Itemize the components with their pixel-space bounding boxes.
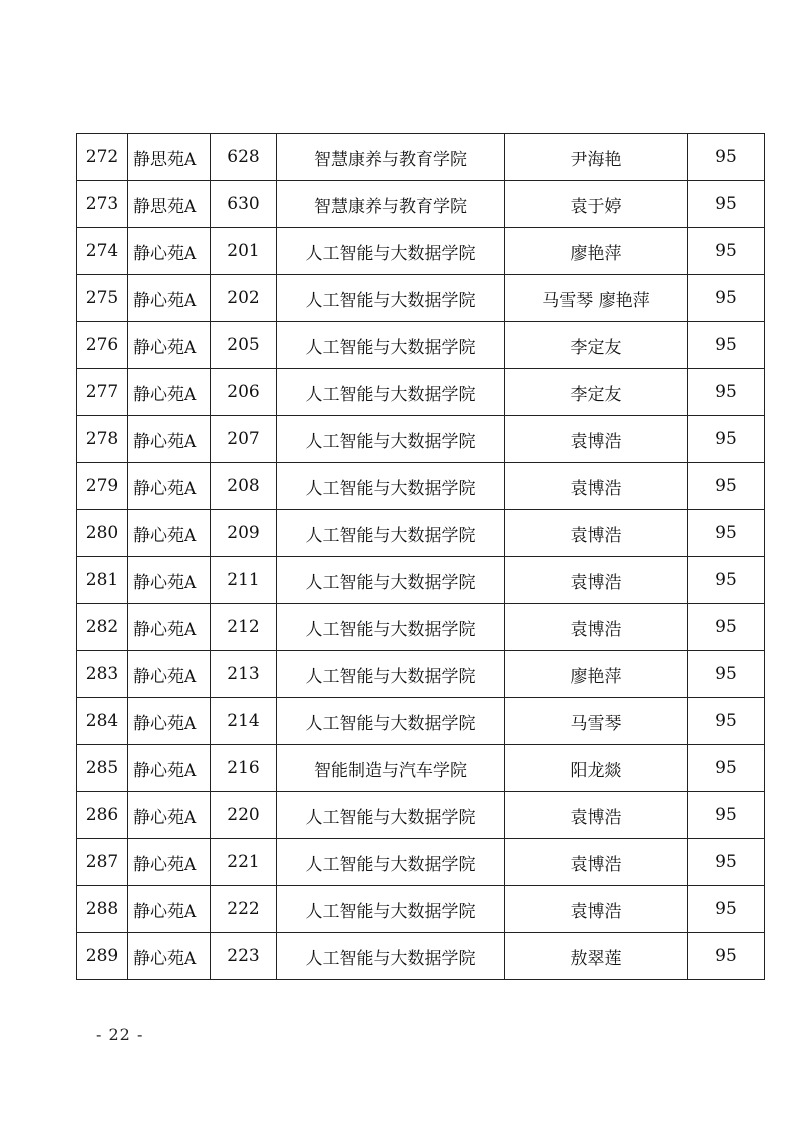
college-cell: 智能制造与汽车学院 xyxy=(277,745,505,792)
row-number-cell: 275 xyxy=(77,275,128,322)
college-cell: 人工智能与大数据学院 xyxy=(277,416,505,463)
score-cell: 95 xyxy=(688,510,765,557)
building-cell: 静心苑A xyxy=(128,322,211,369)
room-number-cell: 202 xyxy=(211,275,277,322)
counselor-cell: 袁于婷 xyxy=(505,181,688,228)
counselor-cell: 袁博浩 xyxy=(505,792,688,839)
counselor-cell: 廖艳萍 xyxy=(505,228,688,275)
counselor-cell: 敖翠莲 xyxy=(505,933,688,980)
score-cell: 95 xyxy=(688,933,765,980)
counselor-cell: 袁博浩 xyxy=(505,416,688,463)
score-cell: 95 xyxy=(688,839,765,886)
score-cell: 95 xyxy=(688,792,765,839)
college-cell: 人工智能与大数据学院 xyxy=(277,933,505,980)
row-number-cell: 284 xyxy=(77,698,128,745)
building-cell: 静心苑A xyxy=(128,839,211,886)
college-cell: 人工智能与大数据学院 xyxy=(277,886,505,933)
row-number-cell: 289 xyxy=(77,933,128,980)
score-cell: 95 xyxy=(688,369,765,416)
building-cell: 静心苑A xyxy=(128,557,211,604)
score-cell: 95 xyxy=(688,463,765,510)
room-number-cell: 221 xyxy=(211,839,277,886)
row-number-cell: 287 xyxy=(77,839,128,886)
row-number-cell: 273 xyxy=(77,181,128,228)
building-cell: 静心苑A xyxy=(128,886,211,933)
building-cell: 静心苑A xyxy=(128,933,211,980)
row-number-cell: 272 xyxy=(77,134,128,181)
counselor-cell: 马雪琴 廖艳萍 xyxy=(505,275,688,322)
table-row xyxy=(77,369,765,416)
room-number-cell: 205 xyxy=(211,322,277,369)
table-row xyxy=(77,557,765,604)
score-cell: 95 xyxy=(688,698,765,745)
row-number-cell: 288 xyxy=(77,886,128,933)
building-cell: 静心苑A xyxy=(128,416,211,463)
table-row xyxy=(77,651,765,698)
page-number: - 22 - xyxy=(96,1025,144,1044)
college-cell: 人工智能与大数据学院 xyxy=(277,228,505,275)
building-cell: 静心苑A xyxy=(128,275,211,322)
score-cell: 95 xyxy=(688,275,765,322)
counselor-cell: 李定友 xyxy=(505,369,688,416)
table-row xyxy=(77,322,765,369)
table-row xyxy=(77,134,765,181)
table-row xyxy=(77,181,765,228)
room-number-cell: 206 xyxy=(211,369,277,416)
table-row xyxy=(77,510,765,557)
counselor-cell: 袁博浩 xyxy=(505,886,688,933)
room-number-cell: 211 xyxy=(211,557,277,604)
table-row xyxy=(77,228,765,275)
college-cell: 智慧康养与教育学院 xyxy=(277,134,505,181)
room-number-cell: 223 xyxy=(211,933,277,980)
room-number-cell: 208 xyxy=(211,463,277,510)
college-cell: 人工智能与大数据学院 xyxy=(277,510,505,557)
room-number-cell: 630 xyxy=(211,181,277,228)
counselor-cell: 袁博浩 xyxy=(505,557,688,604)
college-cell: 人工智能与大数据学院 xyxy=(277,275,505,322)
counselor-cell: 袁博浩 xyxy=(505,510,688,557)
row-number-cell: 279 xyxy=(77,463,128,510)
row-number-cell: 277 xyxy=(77,369,128,416)
table-row xyxy=(77,933,765,980)
score-cell: 95 xyxy=(688,322,765,369)
row-number-cell: 280 xyxy=(77,510,128,557)
college-cell: 人工智能与大数据学院 xyxy=(277,839,505,886)
counselor-cell: 李定友 xyxy=(505,322,688,369)
table-row xyxy=(77,604,765,651)
counselor-cell: 袁博浩 xyxy=(505,604,688,651)
table-body xyxy=(77,134,765,980)
building-cell: 静心苑A xyxy=(128,651,211,698)
score-cell: 95 xyxy=(688,134,765,181)
room-number-cell: 212 xyxy=(211,604,277,651)
row-number-cell: 281 xyxy=(77,557,128,604)
building-cell: 静心苑A xyxy=(128,604,211,651)
row-number-cell: 274 xyxy=(77,228,128,275)
row-number-cell: 283 xyxy=(77,651,128,698)
row-number-cell: 278 xyxy=(77,416,128,463)
building-cell: 静心苑A xyxy=(128,698,211,745)
score-cell: 95 xyxy=(688,557,765,604)
room-number-cell: 220 xyxy=(211,792,277,839)
room-number-cell: 201 xyxy=(211,228,277,275)
room-number-cell: 207 xyxy=(211,416,277,463)
table-row xyxy=(77,745,765,792)
row-number-cell: 286 xyxy=(77,792,128,839)
building-cell: 静心苑A xyxy=(128,369,211,416)
table-row xyxy=(77,416,765,463)
room-number-cell: 222 xyxy=(211,886,277,933)
table-row xyxy=(77,839,765,886)
table-row xyxy=(77,275,765,322)
college-cell: 人工智能与大数据学院 xyxy=(277,698,505,745)
score-cell: 95 xyxy=(688,886,765,933)
room-number-cell: 213 xyxy=(211,651,277,698)
building-cell: 静思苑A xyxy=(128,134,211,181)
table-row xyxy=(77,792,765,839)
college-cell: 人工智能与大数据学院 xyxy=(277,604,505,651)
row-number-cell: 282 xyxy=(77,604,128,651)
score-cell: 95 xyxy=(688,181,765,228)
building-cell: 静心苑A xyxy=(128,463,211,510)
room-number-cell: 628 xyxy=(211,134,277,181)
college-cell: 人工智能与大数据学院 xyxy=(277,463,505,510)
room-number-cell: 214 xyxy=(211,698,277,745)
building-cell: 静心苑A xyxy=(128,792,211,839)
score-cell: 95 xyxy=(688,604,765,651)
room-number-cell: 209 xyxy=(211,510,277,557)
row-number-cell: 276 xyxy=(77,322,128,369)
counselor-cell: 袁博浩 xyxy=(505,463,688,510)
table-row xyxy=(77,698,765,745)
dormitory-score-table xyxy=(76,133,765,980)
building-cell: 静心苑A xyxy=(128,510,211,557)
counselor-cell: 马雪琴 xyxy=(505,698,688,745)
table-row xyxy=(77,886,765,933)
score-cell: 95 xyxy=(688,228,765,275)
college-cell: 人工智能与大数据学院 xyxy=(277,557,505,604)
counselor-cell: 袁博浩 xyxy=(505,839,688,886)
college-cell: 人工智能与大数据学院 xyxy=(277,322,505,369)
building-cell: 静心苑A xyxy=(128,228,211,275)
score-cell: 95 xyxy=(688,651,765,698)
counselor-cell: 尹海艳 xyxy=(505,134,688,181)
building-cell: 静心苑A xyxy=(128,745,211,792)
college-cell: 智慧康养与教育学院 xyxy=(277,181,505,228)
score-cell: 95 xyxy=(688,745,765,792)
college-cell: 人工智能与大数据学院 xyxy=(277,792,505,839)
row-number-cell: 285 xyxy=(77,745,128,792)
college-cell: 人工智能与大数据学院 xyxy=(277,369,505,416)
score-cell: 95 xyxy=(688,416,765,463)
counselor-cell: 廖艳萍 xyxy=(505,651,688,698)
table-row xyxy=(77,463,765,510)
room-number-cell: 216 xyxy=(211,745,277,792)
building-cell: 静思苑A xyxy=(128,181,211,228)
college-cell: 人工智能与大数据学院 xyxy=(277,651,505,698)
counselor-cell: 阳龙燚 xyxy=(505,745,688,792)
